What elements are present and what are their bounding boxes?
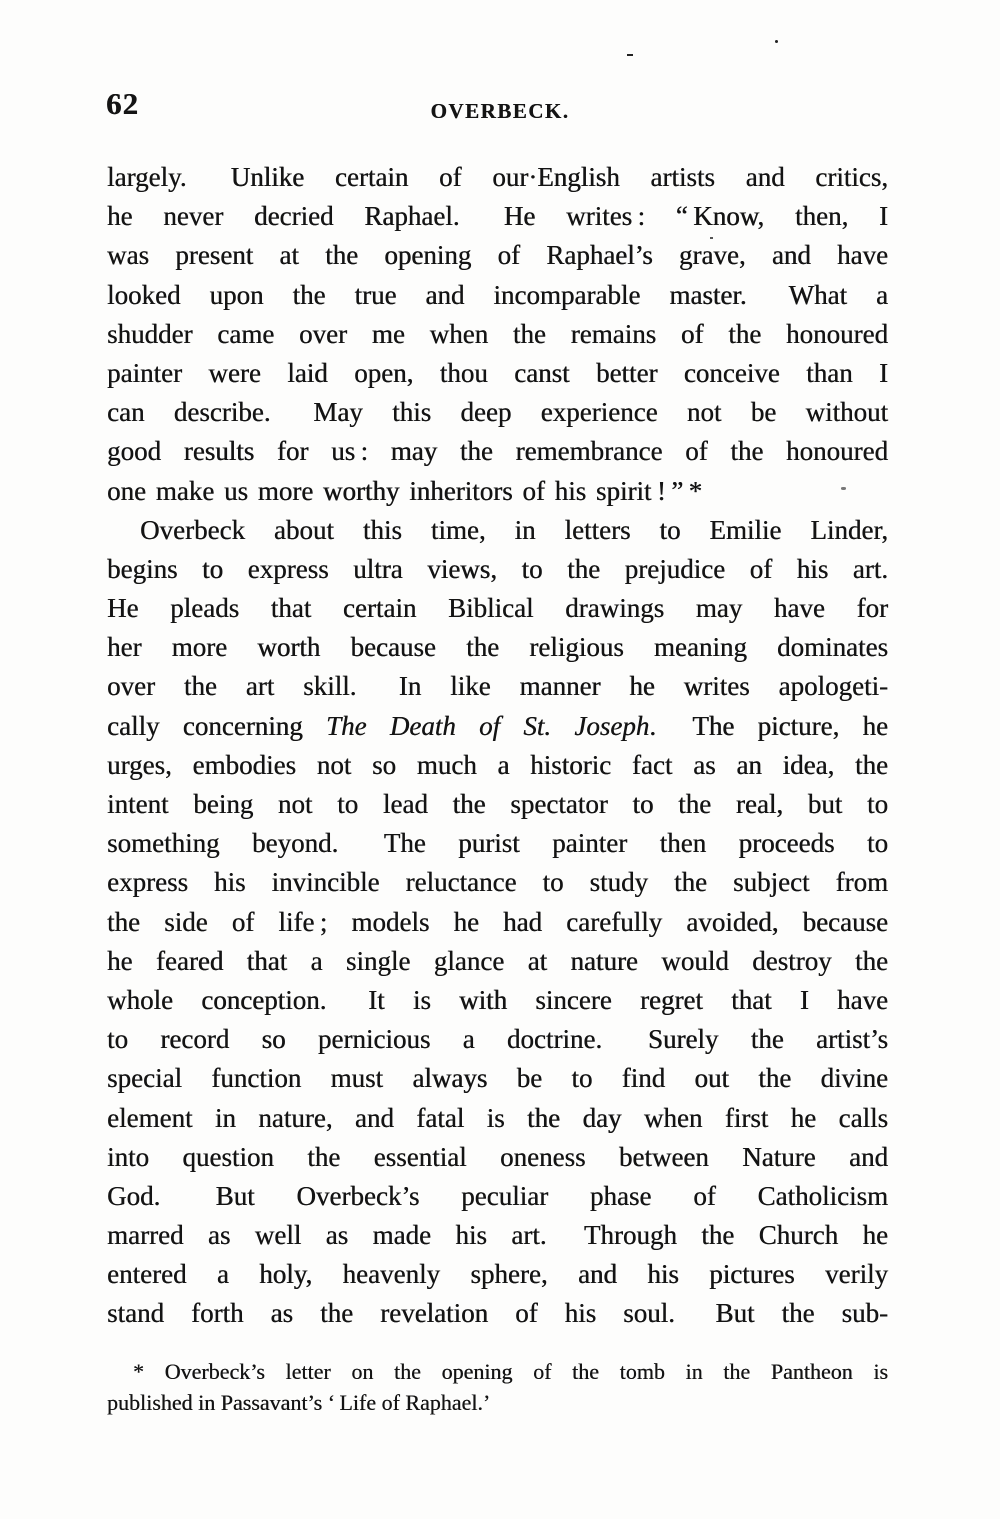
text-line: He pleads that certain Biblical drawings may have for [107,593,888,624]
text-line: marred as well as made his art. Through the Church he [107,1220,888,1251]
text-line: element in nature, and fatal is the day when first he calls [107,1102,888,1133]
scan-speck [627,54,633,56]
text-line [107,707,888,746]
text-line: entered a holy, heavenly sphere, and his pictures verily [107,1259,888,1290]
text-line: something beyond. The purist painter then proceeds to [107,828,888,859]
text-line-paragraph-end: one make us more worthy inheritors of his spirit ! ” * [107,475,703,506]
text-line-paragraph-start: Overbeck about this time, in letters to Emilie Linder, [140,514,888,545]
text-line: God. But Overbeck’s peculiar phase of Catholicism [107,1180,888,1211]
text-line: special function must always be to find out the divine [107,1063,888,1094]
text-segment: cally concerning [107,710,326,741]
text-line: can describe. May this deep experience not be without [107,397,888,428]
text-line: intent being not to lead the spectator to the real, but to [107,789,888,819]
italic-book-title: The Death of St. Joseph [325,710,650,741]
scan-speck [775,40,778,43]
text-line: stand forth as the revelation of his soul. But the sub- [107,1298,888,1329]
text-line: looked upon the true and incomparable master. What a [107,279,888,310]
footnote [107,1356,888,1418]
text-line: into question the essential oneness between Nature and [107,1141,888,1172]
text-line: largely. Unlike certain of our·English artists and critics, [107,162,888,192]
text-line: whole conception. It is with sincere regret that I have [107,984,888,1015]
text-line: shudder came over me when the remains of the honoured [107,318,888,349]
text-line: urges, embodies not so much a historic fact as an idea, the [107,749,888,780]
text-line: express his invincible reluctance to study the subject from [107,867,888,898]
text-segment: . The picture, he [649,710,889,741]
running-head: OVERBECK. [430,99,570,123]
page-number: 62 [106,86,139,121]
text-line: begins to express ultra views, to the prejudice of his art. [107,553,888,584]
text-line: he feared that a single glance at nature would destroy the [107,945,888,976]
text-line: good results for us : may the remembrance of the honoured [107,436,888,467]
footnote-line: * Overbeck’s letter on the opening of the tomb in the Pantheon is [133,1359,888,1384]
body-text [107,158,888,1334]
text-line: over the art skill. In like manner he writes apologeti- [107,671,888,702]
text-line: was present at the opening of Raphael’s grave, and have [107,240,888,271]
text-line: her more worth because the religious meaning dominates [107,632,888,663]
text-line: painter were laid open, thou canst better conceive than I [107,357,888,388]
footnote-line: published in Passavant’s ‘ Life of Raphael.’ [107,1390,491,1415]
text-line: to record so pernicious a doctrine. Surely the artist’s [107,1024,888,1055]
text-line: he never decried Raphael. He writes : “ Know, then, I [107,201,888,232]
text-line: the side of life ; models he had carefully avoided, because [107,906,888,937]
